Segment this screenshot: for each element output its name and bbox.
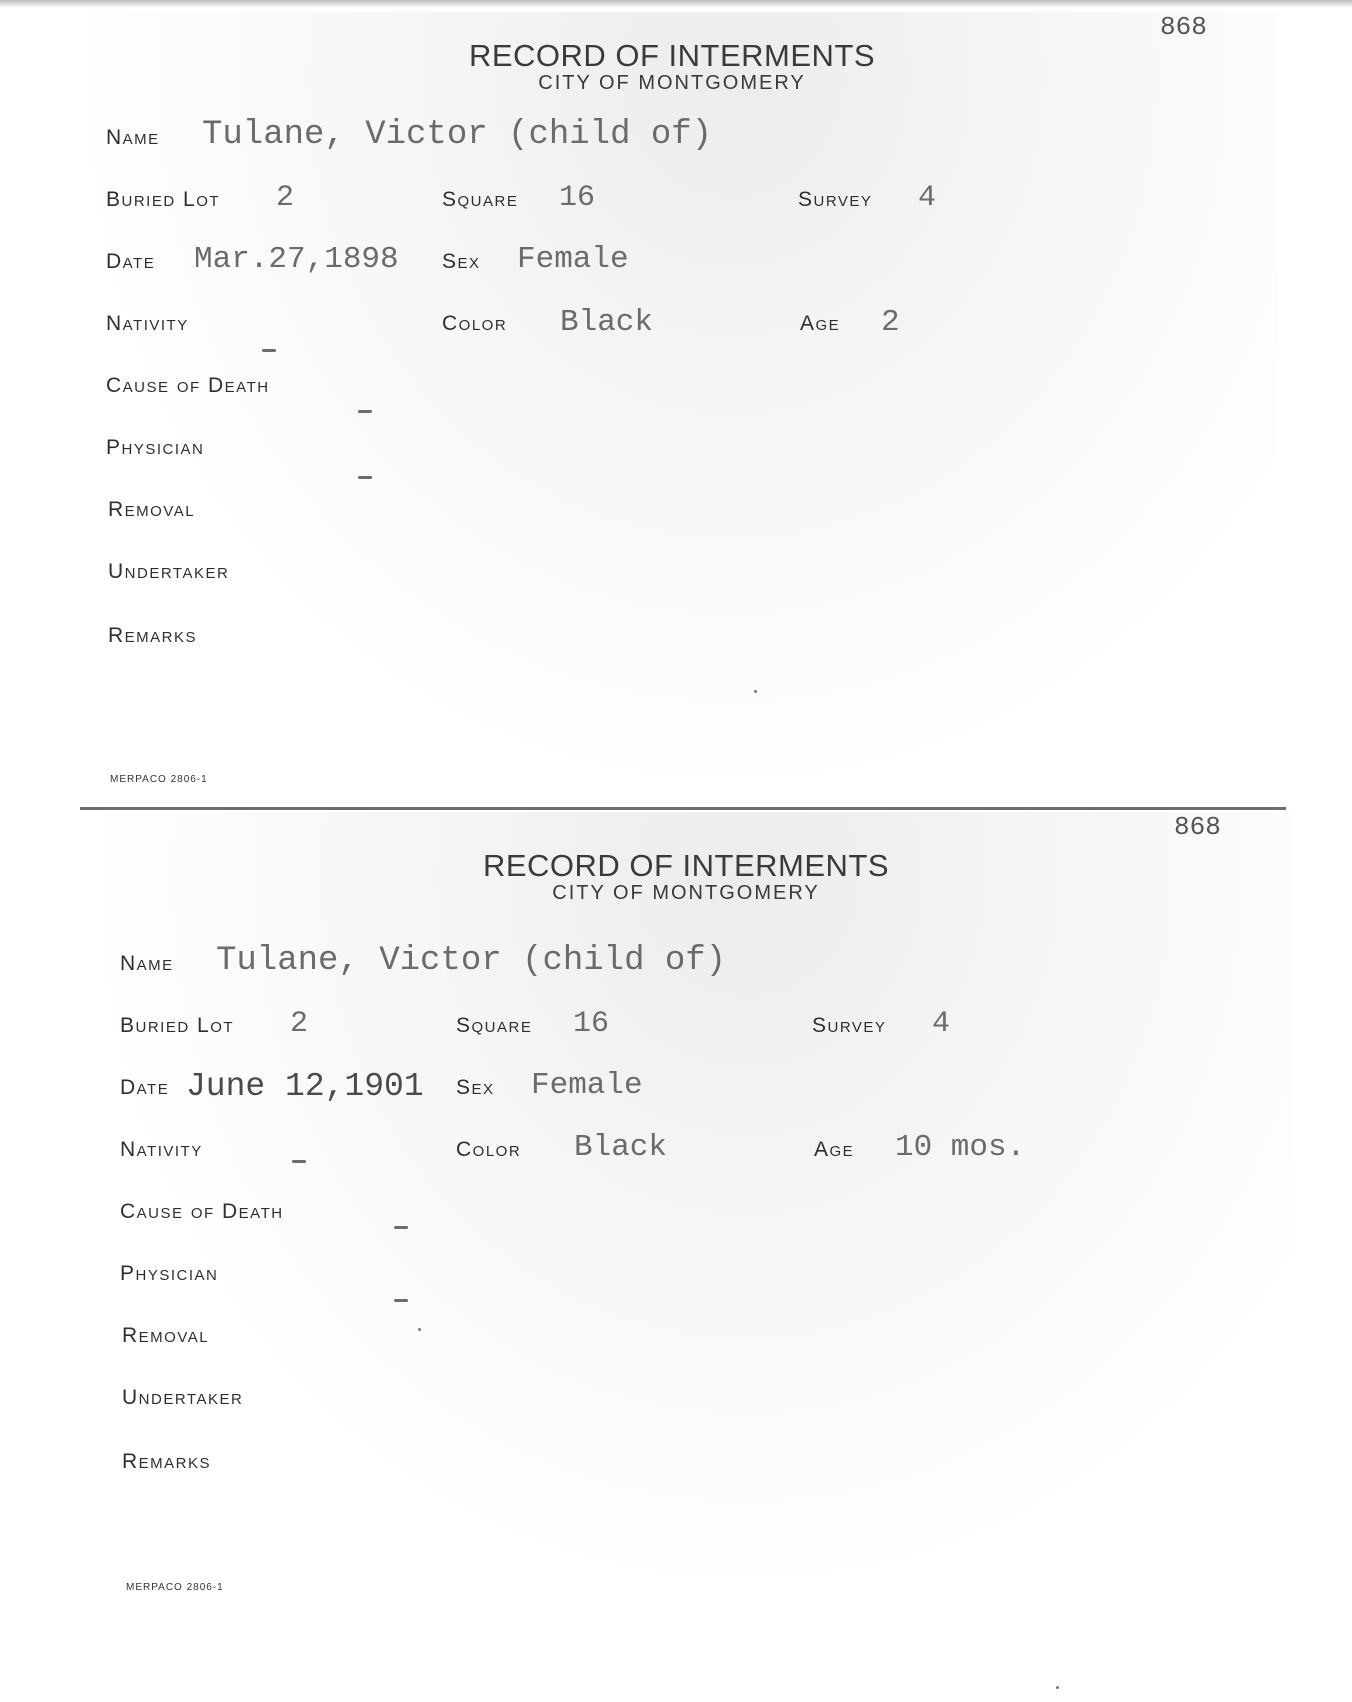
cause-of-death-label: Cause of Death bbox=[120, 1200, 284, 1223]
nativity-label: Nativity bbox=[120, 1138, 203, 1161]
age-label: Age bbox=[814, 1138, 855, 1161]
survey-label: Survey bbox=[812, 1014, 887, 1037]
interment-record-card bbox=[66, 12, 1278, 802]
physician-label: Physician bbox=[120, 1262, 219, 1285]
lot-value: 2 bbox=[290, 1007, 309, 1041]
name-value: Tulane, Victor (child of) bbox=[202, 116, 713, 154]
sex-label: Sex bbox=[442, 250, 481, 273]
sex-value: Female bbox=[531, 1068, 643, 1103]
remarks-label: Remarks bbox=[122, 1450, 212, 1473]
survey-label: Survey bbox=[798, 188, 873, 211]
name-value: Tulane, Victor (child of) bbox=[216, 942, 727, 980]
cause-of-death-blank-dash bbox=[394, 1226, 408, 1229]
sex-label: Sex bbox=[456, 1076, 495, 1099]
name-label: Name bbox=[120, 952, 174, 975]
ink-speck bbox=[418, 1328, 421, 1331]
nativity-blank-dash bbox=[292, 1160, 306, 1163]
color-value: Black bbox=[574, 1130, 668, 1165]
removal-label: Removal bbox=[122, 1324, 210, 1347]
buried-lot-label: Buried Lot bbox=[106, 188, 221, 211]
undertaker-label: Undertaker bbox=[122, 1386, 244, 1409]
card-number: 868 bbox=[1160, 12, 1207, 42]
color-label: Color bbox=[442, 312, 508, 335]
square-value: 16 bbox=[573, 1007, 610, 1041]
physician-blank-dash bbox=[358, 476, 372, 479]
undertaker-label: Undertaker bbox=[108, 560, 230, 583]
cause-of-death-blank-dash bbox=[358, 410, 372, 413]
interment-record-card bbox=[80, 812, 1292, 1602]
date-label: Date bbox=[120, 1076, 170, 1099]
form-footer: MERPACO 2806-1 bbox=[110, 774, 208, 785]
age-value: 2 bbox=[881, 305, 900, 340]
remarks-label: Remarks bbox=[108, 624, 198, 647]
buried-lot-label: Buried Lot bbox=[120, 1014, 235, 1037]
physician-blank-dash bbox=[394, 1299, 408, 1302]
color-label: Color bbox=[456, 1138, 522, 1161]
ink-speck bbox=[754, 690, 757, 693]
square-label: Square bbox=[442, 188, 519, 211]
color-value: Black bbox=[560, 305, 654, 340]
date-value: Mar.27,1898 bbox=[194, 242, 399, 277]
square-label: Square bbox=[456, 1014, 533, 1037]
cause-of-death-label: Cause of Death bbox=[106, 374, 270, 397]
physician-label: Physician bbox=[106, 436, 205, 459]
nativity-blank-dash bbox=[262, 349, 276, 352]
survey-value: 4 bbox=[918, 181, 937, 215]
lot-value: 2 bbox=[276, 181, 295, 215]
ink-speck bbox=[1056, 1686, 1059, 1689]
form-footer: MERPACO 2806-1 bbox=[126, 1582, 224, 1593]
sex-value: Female bbox=[517, 242, 629, 277]
age-label: Age bbox=[800, 312, 841, 335]
card-divider bbox=[80, 807, 1286, 810]
card-subtitle: CITY OF MONTGOMERY bbox=[538, 72, 806, 94]
date-value: June 12,1901 bbox=[186, 1068, 424, 1105]
square-value: 16 bbox=[559, 181, 596, 215]
name-label: Name bbox=[106, 126, 160, 149]
age-value: 10 mos. bbox=[895, 1130, 1026, 1165]
card-title: RECORD OF INTERMENTS bbox=[468, 38, 876, 73]
date-label: Date bbox=[106, 250, 156, 273]
survey-value: 4 bbox=[932, 1007, 951, 1041]
card-subtitle: CITY OF MONTGOMERY bbox=[552, 882, 820, 904]
nativity-label: Nativity bbox=[106, 312, 189, 335]
scan-top-edge bbox=[0, 0, 1352, 8]
card-number: 868 bbox=[1174, 812, 1221, 842]
card-title: RECORD OF INTERMENTS bbox=[482, 848, 890, 883]
removal-label: Removal bbox=[108, 498, 196, 521]
